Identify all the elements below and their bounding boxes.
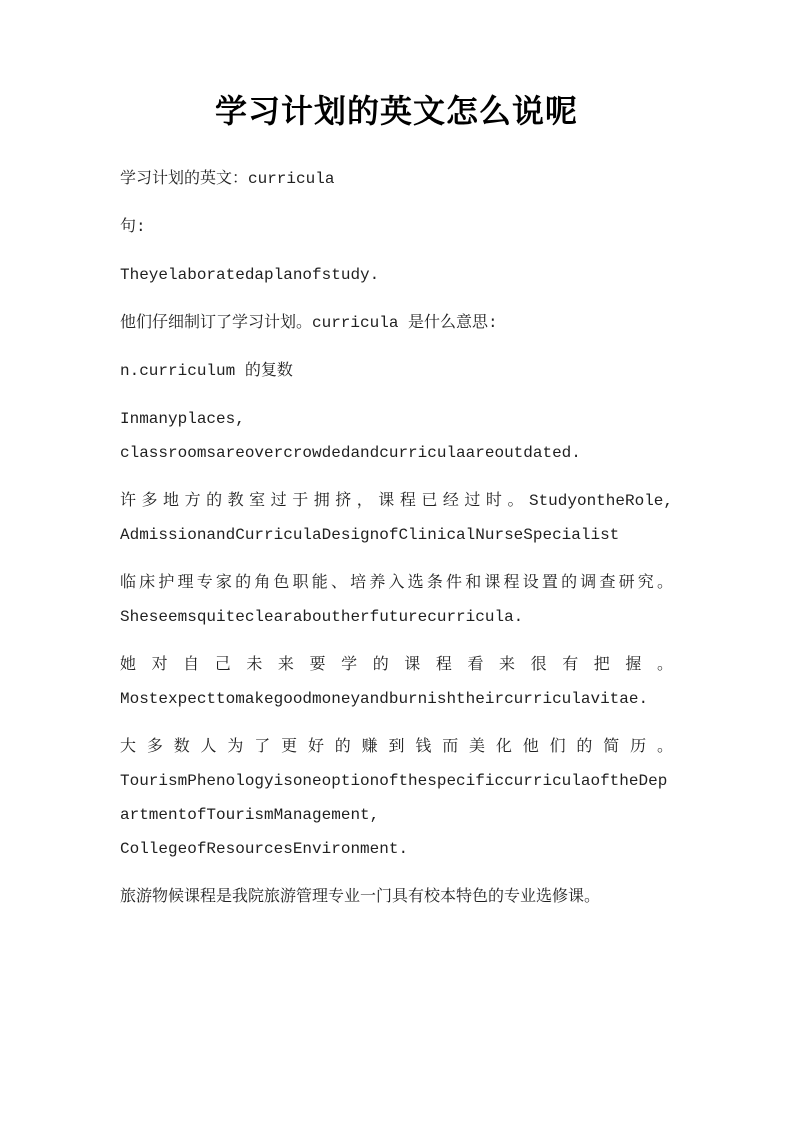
paragraph: 旅游物候课程是我院旅游管理专业一门具有校本特色的专业选修课。	[120, 888, 601, 906]
paragraph: 句:	[120, 218, 146, 236]
document-title: 学习计划的英文怎么说呢	[214, 93, 578, 129]
paragraph: Inmanyplaces, classroomsareovercrowdedandcurriculaareoutdated.	[120, 410, 581, 462]
paragraph: 他们仔细制订了学习计划。curricula 是什么意思:	[120, 314, 498, 332]
paragraph: Theyelaboratedaplanofstudy.	[120, 266, 380, 284]
paragraph: n.curriculum 的复数	[120, 362, 293, 380]
paragraph: 大多数人为了更好的赚到钱而美化他们的简历。TourismPhenologyisoneoptionofthespecificcurriculaoftheDepartmentofTourismManagement, CollegeofResourcesEnvironment.	[120, 738, 673, 858]
paragraph: 许多地方的教室过于拥挤，课程已经过时。StudyontheRole, AdmissionandCurriculaDesignofClinicalNurseSpecialist	[120, 492, 673, 544]
document-body	[120, 162, 673, 914]
paragraph: 学习计划的英文：curricula	[120, 170, 335, 188]
paragraph: 临床护理专家的角色职能、培养入选条件和课程设置的调查研究。Sheseemsquiteclearaboutherfuturecurricula.	[120, 574, 673, 626]
paragraph: 她对自己未来要学的课程看来很有把握。Mostexpecttomakegoodmoneyandburnishtheircurriculavitae.	[120, 656, 673, 708]
